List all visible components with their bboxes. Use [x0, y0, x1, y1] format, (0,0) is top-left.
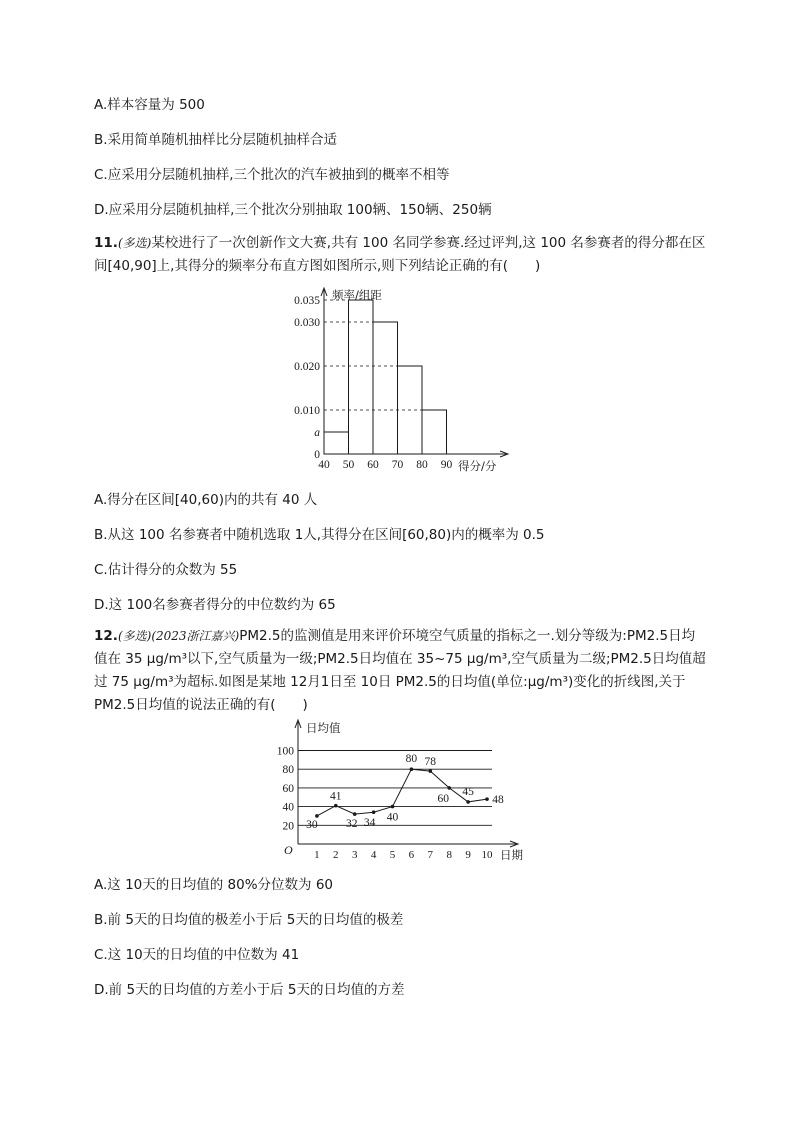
y-tick-label: 80 [282, 764, 294, 777]
data-point [466, 800, 470, 804]
q11-tag: (多选) [117, 236, 152, 250]
histogram-chart [280, 282, 520, 478]
y-tick-label: 0.020 [294, 361, 320, 373]
data-point [447, 786, 451, 790]
y-tick-label: 0.010 [294, 405, 320, 417]
data-label: 32 [345, 818, 358, 831]
y-tick-label: 60 [282, 782, 294, 795]
q11-option-c: C.估计得分的众数为 55 [94, 562, 238, 578]
data-label: 48 [492, 794, 504, 807]
x-tick-label: 3 [351, 849, 358, 861]
q11-option-a: A.得分在区间[40,60)内的共有 40 人 [94, 492, 318, 508]
data-point [429, 769, 433, 773]
y-tick-label: 0.030 [294, 317, 320, 329]
x-tick-label: 6 [408, 849, 415, 861]
data-label: 80 [405, 753, 418, 766]
x-tick-label: 5 [389, 849, 396, 861]
x-tick-label: 10 [481, 849, 493, 861]
data-label: 40 [386, 811, 399, 824]
data-point [372, 810, 376, 814]
data-point [391, 805, 395, 809]
x-tick-label: 2 [333, 849, 339, 861]
data-point [315, 814, 319, 818]
q11-stem: 11.(多选)某校进行了一次创新作文大赛,共有 100 名同学参赛.经过评判,这 100 名参赛者的得分都在区间[40,90]上,其得分的频率分布直方图如图所示,则下列结论正确的有( ) [94, 235, 706, 274]
data-label: 78 [424, 756, 437, 769]
q10-option-c: C.应采用分层随机抽样,三个批次的汽车被抽到的概率不相等 [94, 167, 450, 183]
y-axis-title: 频率/组距 [332, 288, 382, 302]
q11-stem-text: 某校进行了一次创新作文大赛,共有 100 名同学参赛.经过评判,这 100 名参赛者的得分都在区间[40,90]上,其得分的频率分布直方图如图所示,则下列结论正确的有( ) [94, 235, 706, 274]
y-axis-title: 日均值 [306, 721, 341, 735]
q10-option-a: A.样本容量为 500 [94, 97, 205, 113]
x-tick-label: 9 [465, 849, 471, 861]
x-tick-label: 80 [416, 459, 428, 471]
x-tick-label: 4 [370, 849, 377, 861]
origin-label: O [284, 843, 293, 857]
q11-option-d: D.这 100名参赛者得分的中位数约为 65 [94, 597, 336, 613]
data-label: 45 [462, 785, 474, 798]
x-tick-label: 8 [446, 849, 452, 861]
x-axis-title: 得分/分 [458, 459, 497, 473]
x-tick-label: 60 [367, 459, 379, 471]
q10-option-b: B.采用简单随机抽样比分层随机抽样合适 [94, 132, 338, 148]
histogram-bar [349, 300, 374, 454]
y-tick-label: 0.035 [294, 295, 320, 307]
x-tick-label: 7 [427, 849, 434, 861]
histogram-bar [422, 410, 447, 454]
y-tick-label: 100 [276, 745, 294, 758]
data-point [410, 767, 414, 771]
data-label: 34 [363, 817, 376, 830]
data-point [334, 804, 338, 808]
line-chart [262, 716, 532, 866]
x-axis-title: 日期 [500, 848, 523, 862]
q12-stem-text: PM2.5的监测值是用来评价环境空气质量的指标之一.划分等级为:PM2.5日均值在 35 μg/m³以下,空气质量为一级;PM2.5日均值在 35~75 μg/m³,空气质量为二级;PM2.5日均值超过 75 μg/m³为超标.如图是某地 12月1日至 10日 PM2.5的日均值(单位:μg/m³)变化的折线图,关于 PM2.5日均值的说法正确的有( ) [94, 628, 706, 713]
histogram-bar [324, 432, 349, 454]
histogram-bar [373, 322, 398, 454]
x-tick-label: 50 [342, 459, 355, 471]
q12-option-a: A.这 10天的日均值的 80%分位数为 60 [94, 877, 334, 893]
data-label: 41 [330, 790, 342, 803]
q12-option-b: B.前 5天的日均值的极差小于后 5天的日均值的极差 [94, 912, 404, 928]
x-tick-label: 90 [440, 459, 453, 471]
data-point [485, 797, 489, 801]
q12-stem: 12.(多选)(2023浙江嘉兴)PM2.5的监测值是用来评价环境空气质量的指标之一.划分等级为:PM2.5日均值在 35 μg/m³以下,空气质量为一级;PM2.5日均值在 35~75 μg/m³,空气质量为二级;PM2.5日均值超过 75 μg/m³为超标.如图是某地 12月1日至 10日 PM2.5的日均值(单位:μg/m³)变化的折线图,关于 PM2.5日均值的说法正确的有( ) [94, 628, 706, 713]
q12-option-c: C.这 10天的日均值的中位数为 41 [94, 947, 300, 963]
q10-option-d: D.应采用分层随机抽样,三个批次分别抽取 100辆、150辆、250辆 [94, 202, 492, 218]
y-tick-label: a [314, 427, 320, 439]
q12-option-d: D.前 5天的日均值的方差小于后 5天的日均值的方差 [94, 982, 405, 998]
q12-tag: (多选) [117, 629, 152, 643]
x-tick-label: 70 [391, 459, 404, 471]
data-label: 30 [306, 818, 318, 831]
data-point [353, 812, 357, 816]
q11-option-b: B.从这 100 名参赛者中随机选取 1人,其得分在区间[60,80)内的概率为 0.5 [94, 527, 545, 543]
x-tick-label: 40 [318, 459, 330, 471]
y-tick-label: 40 [282, 801, 294, 814]
y-tick-label: 20 [282, 820, 294, 833]
x-tick-label: 1 [314, 849, 320, 861]
q12-source: (2023浙江嘉兴) [151, 629, 240, 643]
y-tick-label: 0 [314, 449, 320, 461]
data-label: 60 [437, 792, 449, 805]
q11-number: 11 [94, 235, 113, 251]
q12-number: 12 [94, 628, 113, 644]
